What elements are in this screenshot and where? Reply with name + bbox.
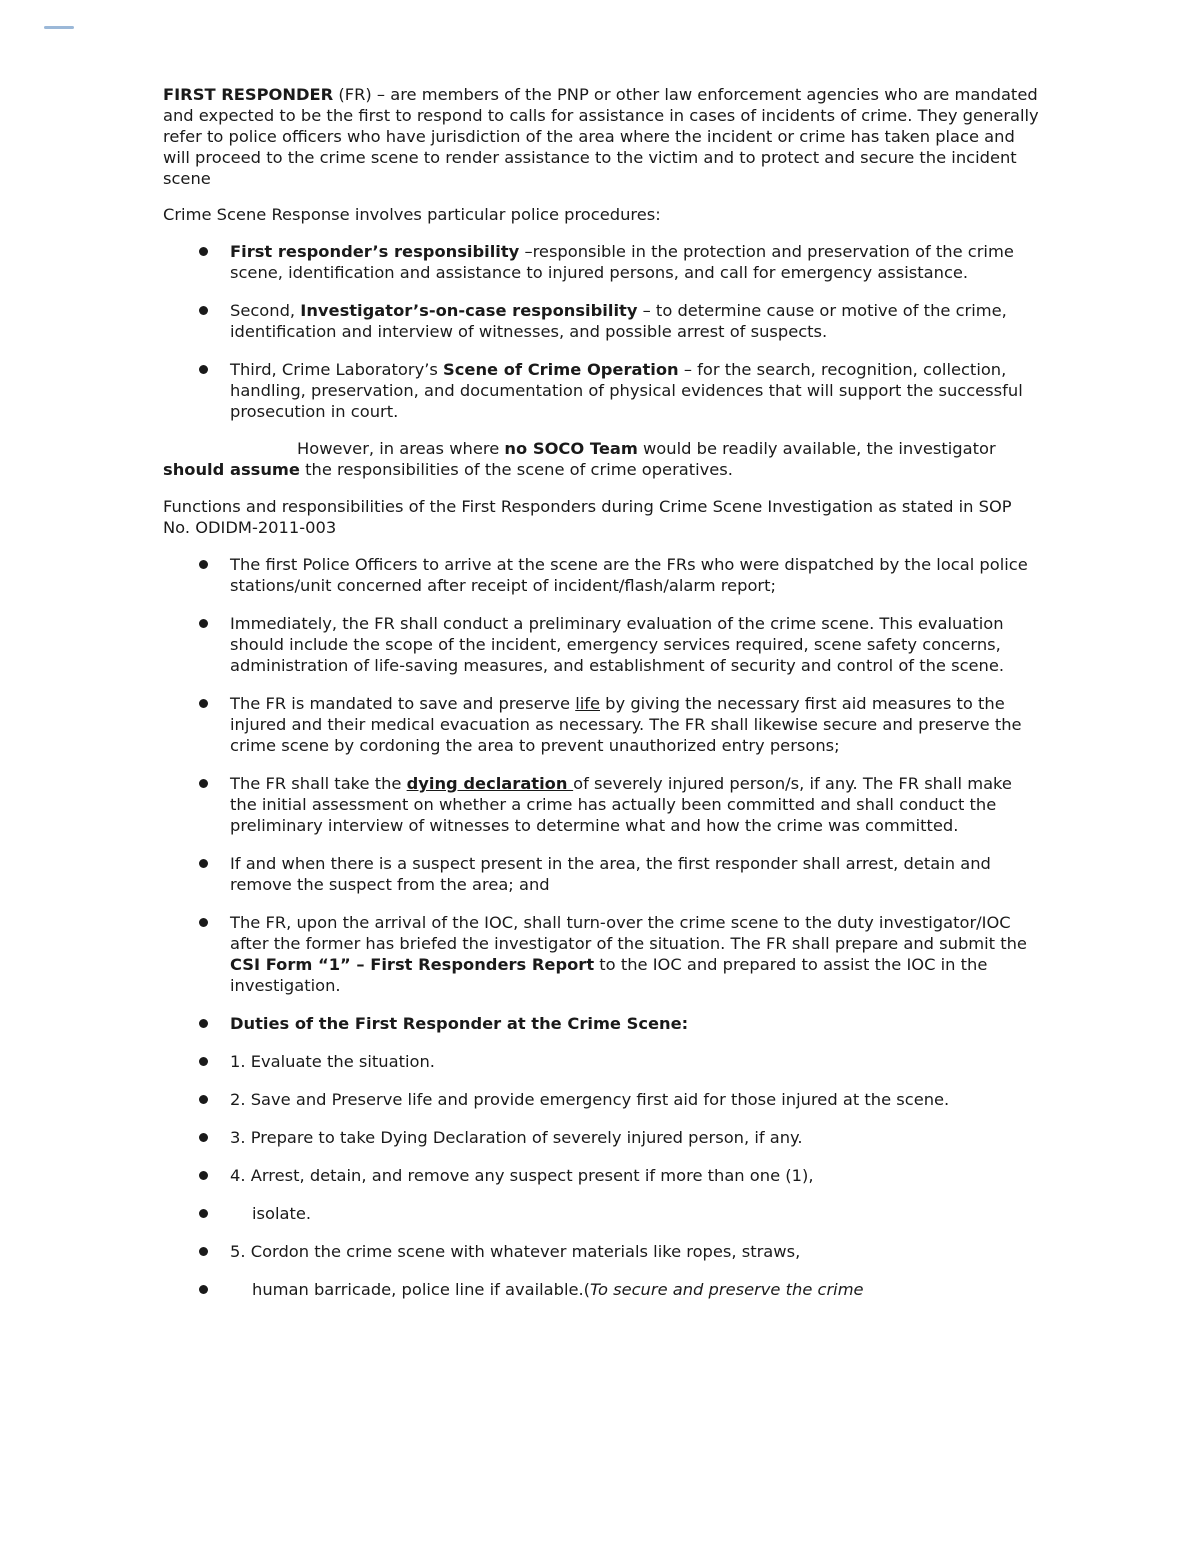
however-paragraph	[163, 438, 1043, 480]
procedures-lead: Crime Scene Response involves particular police procedures:	[163, 205, 661, 224]
text-run: would be readily available, the investigator	[637, 439, 996, 458]
procedures-list	[163, 241, 1043, 422]
text-run: The FR is mandated to save and preserve	[230, 694, 576, 713]
list-item	[163, 1203, 1043, 1224]
text-run: by giving the necessary first aid measures to the injured and their medical evacuation as necessary. The FR shall likewise secure and preserve the crime scene by cordoning the area to prevent unauthorized entry persons;	[230, 694, 1022, 755]
list-item	[163, 912, 1043, 996]
bold-run: no SOCO Team	[504, 439, 638, 458]
list-item: Immediately, the FR shall conduct a preliminary evaluation of the crime scene. This evaluation should include the scope of the incident, emergency services required, scene safety concerns, administration of life-saving measures, and establishment of security and control of the scene.	[163, 613, 1043, 676]
corner-mark	[44, 26, 74, 29]
item-text: – to determine cause or motive of the crime, identification and interview of witnesses, and possible arrest of suspects.	[230, 301, 1007, 341]
item-bold: Scene of Crime Operation	[443, 360, 679, 379]
list-item	[163, 773, 1043, 836]
bold-run: should assume	[163, 460, 300, 479]
document-page	[163, 84, 1043, 1317]
item-bold: Investigator’s-on-case responsibility	[300, 301, 638, 320]
list-item	[163, 300, 1043, 342]
underlined-run: life	[575, 694, 600, 713]
list-item: 3. Prepare to take Dying Declaration of severely injured person, if any.	[163, 1127, 1043, 1148]
text-run: The FR shall take the	[230, 774, 407, 793]
text-group	[230, 1279, 864, 1300]
bold-run: CSI Form “1” – First Responders Report	[230, 955, 595, 974]
list-item	[163, 693, 1043, 756]
list-item	[163, 241, 1043, 283]
italic-run: To secure and preserve the crime	[590, 1280, 864, 1299]
list-item: 4. Arrest, detain, and remove any suspect present if more than one (1),	[163, 1165, 1043, 1186]
list-item: If and when there is a suspect present in the area, the first responder shall arrest, detain and remove the suspect from the area; and	[163, 853, 1043, 895]
text-run: to the IOC and prepared to assist the IOC in the investigation.	[230, 955, 988, 995]
item-prefix: Second,	[230, 301, 301, 320]
list-item	[163, 1279, 1043, 1300]
list-item: 1. Evaluate the situation.	[163, 1051, 1043, 1072]
text-run: However, in areas where	[297, 439, 505, 458]
item-bold: First responder’s responsibility	[230, 242, 520, 261]
functions-lead: Functions and responsibilities of the First Responders during Crime Scene Investigation as stated in SOP No. ODIDM-2011-003	[163, 497, 1012, 537]
list-item	[163, 359, 1043, 422]
text-run: isolate.	[252, 1204, 312, 1223]
item-text: –responsible in the protection and preservation of the crime scene, identification and assistance to injured persons, and call for emergency assistance.	[230, 242, 1014, 282]
text-run: The FR, upon the arrival of the IOC, shall turn-over the crime scene to the duty investigator/IOC after the former has briefed the investigator of the situation. The FR shall prepare and submit the	[230, 913, 1027, 953]
intro-paragraph	[163, 84, 1043, 189]
functions-list	[163, 554, 1043, 996]
intro-text: (FR) – are members of the PNP or other law enforcement agencies who are mandated and expected to be the first to respond to calls for assistance in cases of incidents of crime. They generally refer to police officers who have jurisdiction of the area where the incident or crime has taken place and will proceed to the crime scene to render assistance to the victim and to protect and secure the incident scene	[163, 85, 1039, 188]
underlined-bold-run: dying declaration	[406, 774, 574, 793]
item-prefix: Third, Crime Laboratory’s	[230, 360, 444, 379]
text-run: of severely injured person/s, if any. The FR shall make the initial assessment on whether a crime has actually been committed and shall conduct the preliminary interview of witnesses to determine what and how the crime was committed.	[230, 774, 1012, 835]
item-text: – for the search, recognition, collection, handling, preservation, and documentation of physical evidences that will support the successful prosecution in court.	[230, 360, 1023, 421]
duties-heading	[163, 1013, 1043, 1034]
list-item: 2. Save and Preserve life and provide emergency first aid for those injured at the scene.	[163, 1089, 1043, 1110]
list-item: 5. Cordon the crime scene with whatever materials like ropes, straws,	[163, 1241, 1043, 1262]
intro-term: FIRST RESPONDER	[163, 85, 334, 104]
text-run: the responsibilities of the scene of crime operatives.	[299, 460, 733, 479]
bold-run: Duties of the First Responder at the Crime Scene:	[230, 1014, 689, 1033]
list-item: The first Police Officers to arrive at the scene are the FRs who were dispatched by the local police stations/unit concerned after receipt of incident/flash/alarm report;	[163, 554, 1043, 596]
duties-list	[163, 1013, 1043, 1300]
text-run: human barricade, police line if available.(	[252, 1280, 591, 1299]
